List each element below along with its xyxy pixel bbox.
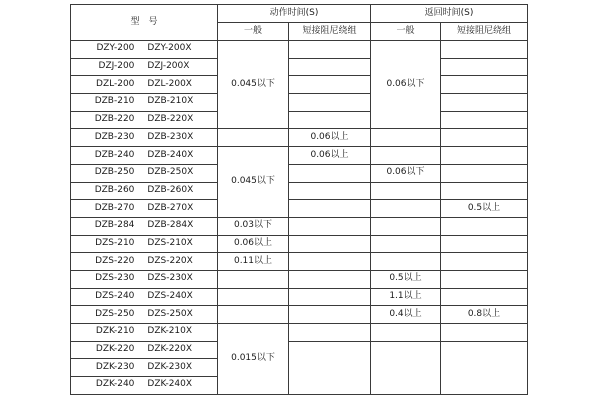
action-damping-cell [289,324,371,342]
model-name: DZB-270 [94,202,135,213]
model-name-x: DZB-250X [147,167,194,178]
model-cell [71,341,218,359]
model-cell [71,270,218,288]
action-general-cell [218,270,289,288]
model-name: DZK-210 [95,326,135,337]
model-name: DZS-240 [95,291,135,302]
table-row [71,200,528,218]
model-cell [71,41,218,59]
table-row [71,41,528,59]
action-damping-cell [289,288,371,306]
return-damping-cell: 0.5以上 [441,200,528,218]
table-row [71,306,528,324]
model-cell [71,324,218,342]
return-general-cell: 0.06以下 [371,164,441,182]
table-row [71,111,528,129]
model-name: DZJ-200 [98,61,135,72]
model-cell [71,58,218,76]
action-damping-cell [289,76,371,94]
action-general-cell [218,129,289,147]
action-general-cell: 0.03以下 [218,217,289,235]
action-damping-cell [289,200,371,218]
return-damping-cell [441,41,528,59]
action-general-cell: 0.045以下 [218,147,289,218]
action-general-cell [218,306,289,324]
return-damping-cell [441,58,528,76]
relay-timing-table-container [70,4,528,395]
model-name: DZK-230 [95,361,135,372]
model-cell [71,217,218,235]
action-damping-cell [289,94,371,112]
table-row [71,288,528,306]
action-general-cell: 0.015以下 [218,324,289,395]
table-row [71,94,528,112]
action-general-cell [218,288,289,306]
model-name-x: DZB-230X [147,131,194,142]
table-row [71,341,528,359]
model-cell [71,288,218,306]
model-name: DZB-220 [94,114,135,125]
table-header [71,5,528,41]
return-damping-cell [441,235,528,253]
model-cell [71,111,218,129]
model-name-x: DZS-240X [147,291,193,302]
table-row [71,58,528,76]
table-row [71,164,528,182]
action-damping-cell [289,235,371,253]
return-damping-cell [441,147,528,165]
header-action-general: 一般 [218,23,289,41]
model-name-x: DZK-220X [147,344,193,355]
action-damping-cell: 0.06以上 [289,129,371,147]
return-damping-cell [441,341,528,394]
model-name-x: DZK-230X [147,361,193,372]
model-name-x: DZY-200X [147,43,192,54]
return-damping-cell [441,94,528,112]
model-name-x: DZS-230X [147,273,193,284]
model-cell [71,306,218,324]
model-name: DZB-210 [94,96,135,107]
header-return-time: 返回时间(S) [371,5,528,23]
model-name-x: DZS-210X [147,237,193,248]
model-name-x: DZB-210X [147,96,194,107]
model-name-x: DZJ-200X [147,61,190,72]
model-name-x: DZK-240X [147,379,193,390]
table-row [71,147,528,165]
model-cell [71,129,218,147]
model-name: DZK-220 [95,344,135,355]
return-damping-cell [441,324,528,342]
action-damping-cell [289,217,371,235]
return-damping-cell [441,76,528,94]
return-general-cell [371,147,441,165]
return-damping-cell [441,217,528,235]
return-damping-cell [441,164,528,182]
model-cell [71,182,218,200]
model-name-x: DZL-200X [147,78,192,89]
header-action-shorted-damping: 短接阻尼绕组 [289,23,371,41]
header-model: 型 号 [71,5,218,41]
action-damping-cell [289,341,371,394]
relay-timing-table [70,4,528,395]
table-row [71,235,528,253]
model-name: DZS-250 [95,308,135,319]
action-damping-cell [289,182,371,200]
action-damping-cell [289,270,371,288]
model-name-x: DZB-284X [147,220,194,231]
return-general-cell: 0.06以下 [371,41,441,129]
return-damping-cell [441,182,528,200]
return-general-cell [371,235,441,253]
model-name-x: DZS-220X [147,255,193,266]
model-cell [71,76,218,94]
table-body [71,41,528,395]
model-name: DZY-200 [96,43,135,54]
model-name-x: DZB-260X [147,184,194,195]
action-damping-cell [289,41,371,59]
return-general-cell [371,182,441,200]
model-name-x: DZS-250X [147,308,193,319]
table-row [71,182,528,200]
model-name: DZB-240 [94,149,135,160]
model-name: DZS-210 [95,237,135,248]
return-damping-cell [441,270,528,288]
model-name-x: DZB-240X [147,149,194,160]
model-name: DZS-230 [95,273,135,284]
model-name: DZK-240 [95,379,135,390]
table-row [71,76,528,94]
action-damping-cell [289,253,371,271]
return-damping-cell: 0.8以上 [441,306,528,324]
model-name-x: DZK-210X [147,326,193,337]
return-damping-cell [441,253,528,271]
return-general-cell [371,200,441,218]
action-damping-cell: 0.06以上 [289,147,371,165]
table-row [71,253,528,271]
model-cell [71,359,218,377]
table-row [71,324,528,342]
model-cell [71,377,218,395]
table-row [71,129,528,147]
model-name: DZB-250 [94,167,135,178]
table-row [71,270,528,288]
model-name: DZB-230 [94,131,135,142]
model-cell [71,235,218,253]
table-row [71,217,528,235]
model-cell [71,94,218,112]
model-cell [71,200,218,218]
return-damping-cell [441,288,528,306]
model-name: DZL-200 [96,78,135,89]
return-general-cell [371,217,441,235]
model-name: DZB-284 [94,220,135,231]
action-damping-cell [289,111,371,129]
return-general-cell: 0.4以上 [371,306,441,324]
return-damping-cell [441,129,528,147]
header-row-1 [71,5,528,23]
action-damping-cell [289,306,371,324]
header-return-shorted-damping: 短接阻尼绕组 [441,23,528,41]
action-damping-cell [289,58,371,76]
header-action-time: 动作时间(S) [218,5,371,23]
model-cell [71,253,218,271]
header-return-general: 一般 [371,23,441,41]
return-general-cell [371,341,441,394]
model-name-x: DZB-270X [147,202,194,213]
action-general-cell: 0.045以下 [218,41,289,129]
return-general-cell [371,253,441,271]
model-name: DZB-260 [94,184,135,195]
model-name-x: DZB-220X [147,114,194,125]
model-cell [71,147,218,165]
return-general-cell [371,324,441,342]
action-general-cell: 0.06以上 [218,235,289,253]
action-damping-cell [289,164,371,182]
model-name: DZS-220 [95,255,135,266]
model-cell [71,164,218,182]
return-general-cell: 1.1以上 [371,288,441,306]
action-general-cell: 0.11以上 [218,253,289,271]
return-general-cell: 0.5以上 [371,270,441,288]
return-damping-cell [441,111,528,129]
return-general-cell [371,129,441,147]
